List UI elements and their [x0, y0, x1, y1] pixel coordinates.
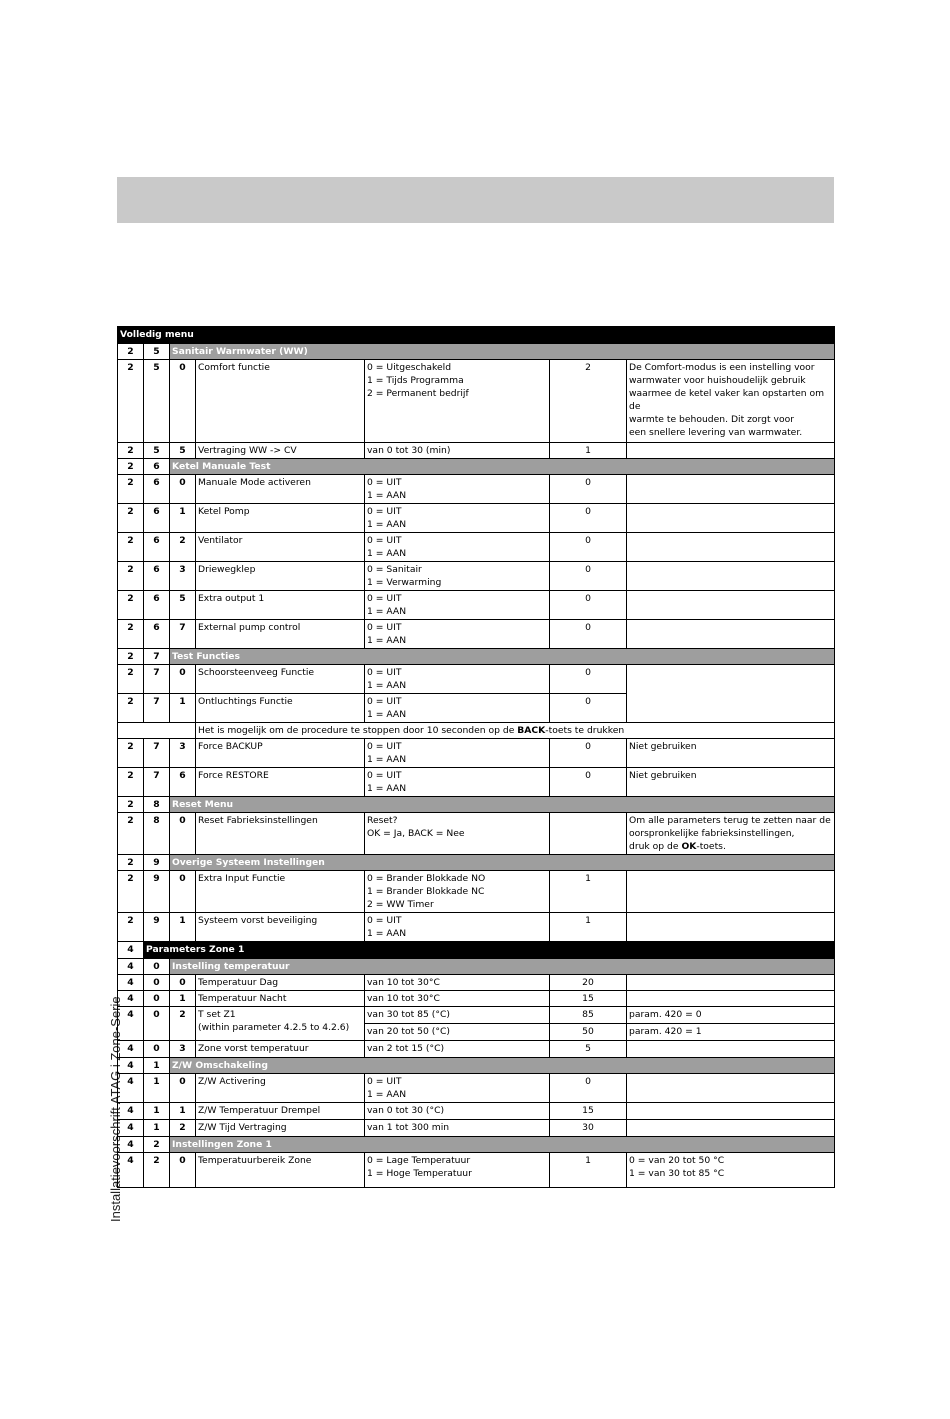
- param-options: 0 = Uitgeschakeld 1 = Tijds Programma 2 = Permanent bedrijf: [365, 360, 550, 443]
- param-options: 0 = UIT 1 = AAN: [365, 768, 550, 797]
- code-digit: 2: [144, 1153, 170, 1188]
- code-digit: 3: [170, 739, 196, 768]
- code-digit: 7: [144, 768, 170, 797]
- code-digit: 2: [118, 344, 144, 360]
- section-title: Parameters Zone 1: [144, 942, 835, 959]
- param-name: T set Z1 (within parameter 4.2.5 to 4.2.6): [196, 1007, 365, 1041]
- param-note: [627, 975, 835, 991]
- param-default: [550, 813, 627, 855]
- code-digit: 0: [144, 975, 170, 991]
- param-default: 30: [550, 1120, 627, 1137]
- param-note: [627, 991, 835, 1007]
- param-row: [118, 443, 835, 459]
- param-name: Ketel Pomp: [196, 504, 365, 533]
- param-name: Extra Input Functie: [196, 871, 365, 913]
- code-digit: 4: [118, 1137, 144, 1153]
- param-row: [118, 1153, 835, 1188]
- code-digit: 4: [118, 975, 144, 991]
- param-row: [118, 1103, 835, 1120]
- code-digit: 2: [118, 739, 144, 768]
- code-digit: 7: [144, 739, 170, 768]
- code-digit: 9: [144, 871, 170, 913]
- code-digit: 0: [170, 1153, 196, 1188]
- param-default: 0: [550, 591, 627, 620]
- param-options: 0 = Lage Temperatuur 1 = Hoge Temperatuur: [365, 1153, 550, 1188]
- param-name: Schoorsteenveeg Functie: [196, 665, 365, 694]
- code-digit: 2: [118, 797, 144, 813]
- code-digit: 1: [170, 504, 196, 533]
- code-digit: 0: [144, 991, 170, 1007]
- param-note: Niet gebruiken: [627, 739, 835, 768]
- code-digit: 6: [144, 504, 170, 533]
- code-digit: 6: [144, 533, 170, 562]
- param-row: [118, 768, 835, 797]
- param-note: Niet gebruiken: [627, 768, 835, 797]
- note-key: BACK: [517, 725, 546, 736]
- param-name: Reset Fabrieksinstellingen: [196, 813, 365, 855]
- param-options: 0 = UIT 1 = AAN: [365, 591, 550, 620]
- param-default: 0: [550, 533, 627, 562]
- note-text: -toets.: [696, 841, 726, 852]
- code-digit: 7: [144, 649, 170, 665]
- code-digit: 5: [170, 591, 196, 620]
- code-digit: 0: [170, 665, 196, 694]
- param-row: [118, 1120, 835, 1137]
- group-row: [118, 344, 835, 360]
- param-options: van 0 tot 30 (°C): [365, 1103, 550, 1120]
- code-digit: 8: [144, 813, 170, 855]
- param-note: [627, 1074, 835, 1103]
- param-options: van 30 tot 85 (°C): [365, 1007, 550, 1024]
- code-digit: 0: [144, 959, 170, 975]
- code-digit: 4: [118, 1007, 144, 1041]
- code-digit: 6: [144, 620, 170, 649]
- param-row: [118, 475, 835, 504]
- param-row: [118, 975, 835, 991]
- param-default: 20: [550, 975, 627, 991]
- param-name: Z/W Activering: [196, 1074, 365, 1103]
- code-digit: 3: [170, 1041, 196, 1058]
- param-default: 0: [550, 1074, 627, 1103]
- code-digit: 1: [170, 1103, 196, 1120]
- param-default: 1: [550, 871, 627, 913]
- param-row: [118, 360, 835, 443]
- param-default: 0: [550, 504, 627, 533]
- param-name: Manuale Mode activeren: [196, 475, 365, 504]
- code-digit: 2: [144, 1137, 170, 1153]
- param-options: 0 = UIT 1 = AAN: [365, 475, 550, 504]
- param-options: 0 = UIT 1 = AAN: [365, 739, 550, 768]
- menu-title: Volledig menu: [118, 327, 835, 344]
- code-digit: 0: [170, 475, 196, 504]
- param-options: 0 = UIT 1 = AAN: [365, 694, 550, 723]
- code-digit: 2: [118, 620, 144, 649]
- code-digit: 2: [170, 533, 196, 562]
- param-note: 0 = van 20 tot 50 °C 1 = van 30 tot 85 °C: [627, 1153, 835, 1188]
- code-digit: 2: [118, 591, 144, 620]
- section-row: [118, 942, 835, 959]
- param-default: 1: [550, 443, 627, 459]
- code-digit: 2: [118, 475, 144, 504]
- param-default: 0: [550, 768, 627, 797]
- group-title: Overige Systeem Instellingen: [170, 855, 835, 871]
- code-digit: 1: [170, 694, 196, 723]
- code-digit: 4: [118, 959, 144, 975]
- param-note: [627, 591, 835, 620]
- code-digit: 1: [170, 913, 196, 942]
- group-title: Sanitair Warmwater (WW): [170, 344, 835, 360]
- param-options: 0 = UIT 1 = AAN: [365, 913, 550, 942]
- group-title: Instellingen Zone 1: [170, 1137, 835, 1153]
- param-row: [118, 1041, 835, 1058]
- param-options: 0 = UIT 1 = AAN: [365, 504, 550, 533]
- code-digit: 9: [144, 913, 170, 942]
- group-title: Ketel Manuale Test: [170, 459, 835, 475]
- param-note: [627, 504, 835, 533]
- param-note: [627, 1041, 835, 1058]
- code-digit: 0: [144, 1041, 170, 1058]
- header-bar: [117, 177, 834, 223]
- note-text: Het is mogelijk om de procedure te stoppen door 10 seconden op de: [198, 725, 518, 736]
- code-digit: 0: [170, 360, 196, 443]
- code-digit: 4: [118, 1058, 144, 1074]
- group-title: Z/W Omschakeling: [170, 1058, 835, 1074]
- code-digit: 2: [118, 443, 144, 459]
- code-digit: 2: [118, 871, 144, 913]
- code-digit: 2: [118, 855, 144, 871]
- code-digit: 7: [170, 620, 196, 649]
- param-options: van 20 tot 50 (°C): [365, 1024, 550, 1041]
- param-note: [627, 475, 835, 504]
- group-row: [118, 649, 835, 665]
- param-default: 15: [550, 1103, 627, 1120]
- param-options: 0 = Sanitair 1 = Verwarming: [365, 562, 550, 591]
- stop-note: [196, 723, 835, 739]
- code-digit: 1: [170, 991, 196, 1007]
- param-default: 0: [550, 694, 627, 723]
- param-options: 0 = Brander Blokkade NO 1 = Brander Blokkade NC 2 = WW Timer: [365, 871, 550, 913]
- param-name: Temperatuur Nacht: [196, 991, 365, 1007]
- code-digit: 5: [144, 360, 170, 443]
- param-row: [118, 813, 835, 855]
- code-digit: 4: [118, 1103, 144, 1120]
- param-row: [118, 913, 835, 942]
- param-default: 1: [550, 1153, 627, 1188]
- param-row: [118, 665, 835, 694]
- param-options: van 1 tot 300 min: [365, 1120, 550, 1137]
- code-digit: 9: [144, 855, 170, 871]
- param-options: 0 = UIT 1 = AAN: [365, 533, 550, 562]
- code-digit: 6: [170, 768, 196, 797]
- param-name: Extra output 1: [196, 591, 365, 620]
- code-digit: 4: [118, 1041, 144, 1058]
- param-name: Temperatuur Dag: [196, 975, 365, 991]
- code-digit: 0: [170, 813, 196, 855]
- code-digit: 2: [118, 649, 144, 665]
- code-digit: 5: [144, 443, 170, 459]
- param-options: 0 = UIT 1 = AAN: [365, 620, 550, 649]
- param-default: 1: [550, 913, 627, 942]
- param-row: [118, 504, 835, 533]
- param-note: [627, 1103, 835, 1120]
- param-name: Force RESTORE: [196, 768, 365, 797]
- param-note: param. 420 = 0: [627, 1007, 835, 1024]
- code-digit: 4: [118, 1074, 144, 1103]
- code-digit: 2: [118, 504, 144, 533]
- code-digit: 0: [170, 975, 196, 991]
- code-digit: 2: [118, 562, 144, 591]
- param-row: [118, 871, 835, 913]
- group-row: [118, 1058, 835, 1074]
- group-title: Reset Menu: [170, 797, 835, 813]
- group-title: Test Functies: [170, 649, 835, 665]
- param-default: 50: [550, 1024, 627, 1041]
- code-digit: 4: [118, 1153, 144, 1188]
- param-options: Reset? OK = Ja, BACK = Nee: [365, 813, 550, 855]
- param-row: [118, 1007, 835, 1024]
- group-row: [118, 1137, 835, 1153]
- param-name: External pump control: [196, 620, 365, 649]
- param-note: [627, 562, 835, 591]
- param-row: [118, 562, 835, 591]
- code-digit: 2: [118, 459, 144, 475]
- code-digit: 5: [170, 443, 196, 459]
- param-default: 0: [550, 475, 627, 504]
- group-row: [118, 459, 835, 475]
- code-digit: 4: [118, 991, 144, 1007]
- param-name: Z/W Temperatuur Drempel: [196, 1103, 365, 1120]
- param-row: [118, 533, 835, 562]
- param-note: [627, 443, 835, 459]
- code-digit: 1: [144, 1103, 170, 1120]
- parameter-table: [117, 326, 835, 1188]
- code-digit: 4: [118, 1120, 144, 1137]
- code-digit: 0: [170, 1074, 196, 1103]
- param-note: [627, 620, 835, 649]
- param-name: Vertraging WW -> CV: [196, 443, 365, 459]
- group-row: [118, 959, 835, 975]
- group-row: [118, 797, 835, 813]
- code-digit: 6: [144, 591, 170, 620]
- param-row: [118, 620, 835, 649]
- param-note: [627, 1120, 835, 1137]
- param-options: 0 = UIT 1 = AAN: [365, 1074, 550, 1103]
- code-digit: 2: [118, 813, 144, 855]
- note-row: [118, 723, 835, 739]
- param-note: [627, 871, 835, 913]
- param-options: van 10 tot 30°C: [365, 975, 550, 991]
- blank-cell: [118, 723, 196, 739]
- code-digit: 1: [144, 1074, 170, 1103]
- param-name: Force BACKUP: [196, 739, 365, 768]
- code-digit: 8: [144, 797, 170, 813]
- code-digit: 2: [118, 665, 144, 694]
- note-text: Om alle parameters terug te zetten naar de oorspronkelijke fabrieksinstellingen,: [629, 815, 831, 839]
- group-row: [118, 855, 835, 871]
- code-digit: 6: [144, 475, 170, 504]
- param-default: 0: [550, 739, 627, 768]
- param-row: [118, 991, 835, 1007]
- param-options: 0 = UIT 1 = AAN: [365, 665, 550, 694]
- param-options: van 10 tot 30°C: [365, 991, 550, 1007]
- code-digit: 6: [144, 459, 170, 475]
- param-name: Driewegklep: [196, 562, 365, 591]
- param-note: [627, 913, 835, 942]
- param-name: Comfort functie: [196, 360, 365, 443]
- code-digit: 2: [118, 694, 144, 723]
- code-digit: 2: [118, 768, 144, 797]
- note-text: -toets te drukken: [545, 725, 625, 736]
- code-digit: 1: [144, 1120, 170, 1137]
- param-note: De Comfort-modus is een instelling voor warmwater voor huishoudelijk gebruik waarmee de ketel vaker kan opstarten om de warmte te behouden. Dit zorgt voor een snellere levering van warmwater.: [627, 360, 835, 443]
- param-name: Z/W Tijd Vertraging: [196, 1120, 365, 1137]
- note-key: OK: [681, 841, 697, 852]
- note-text: druk op de: [629, 841, 682, 852]
- code-digit: 2: [170, 1007, 196, 1041]
- param-name: Ventilator: [196, 533, 365, 562]
- menu-title-row: [118, 327, 835, 344]
- code-digit: 2: [118, 360, 144, 443]
- param-default: 85: [550, 1007, 627, 1024]
- param-name: Zone vorst temperatuur: [196, 1041, 365, 1058]
- param-row: [118, 1074, 835, 1103]
- param-note-empty: [627, 665, 835, 723]
- param-options: van 0 tot 30 (min): [365, 443, 550, 459]
- param-default: 0: [550, 665, 627, 694]
- code-digit: 1: [144, 1058, 170, 1074]
- param-default: 2: [550, 360, 627, 443]
- param-row: [118, 739, 835, 768]
- param-default: 0: [550, 562, 627, 591]
- code-digit: 0: [170, 871, 196, 913]
- param-name: Ontluchtings Functie: [196, 694, 365, 723]
- param-default: 0: [550, 620, 627, 649]
- code-digit: 3: [170, 562, 196, 591]
- code-digit: 2: [170, 1120, 196, 1137]
- param-options: van 2 tot 15 (°C): [365, 1041, 550, 1058]
- param-name: Systeem vorst beveiliging: [196, 913, 365, 942]
- param-note: [627, 813, 835, 855]
- code-digit: 5: [144, 344, 170, 360]
- code-digit: 4: [118, 942, 144, 959]
- param-name: Temperatuurbereik Zone: [196, 1153, 365, 1188]
- param-default: 15: [550, 991, 627, 1007]
- code-digit: 2: [118, 533, 144, 562]
- code-digit: 6: [144, 562, 170, 591]
- footer-side-text: Installatievoorschrift ATAG i Zone-Serie: [108, 996, 123, 1222]
- code-digit: 7: [144, 694, 170, 723]
- param-note: [627, 533, 835, 562]
- code-digit: 2: [118, 913, 144, 942]
- param-note: param. 420 = 1: [627, 1024, 835, 1041]
- group-title: Instelling temperatuur: [170, 959, 835, 975]
- code-digit: 7: [144, 665, 170, 694]
- param-row: [118, 591, 835, 620]
- code-digit: 0: [144, 1007, 170, 1041]
- param-default: 5: [550, 1041, 627, 1058]
